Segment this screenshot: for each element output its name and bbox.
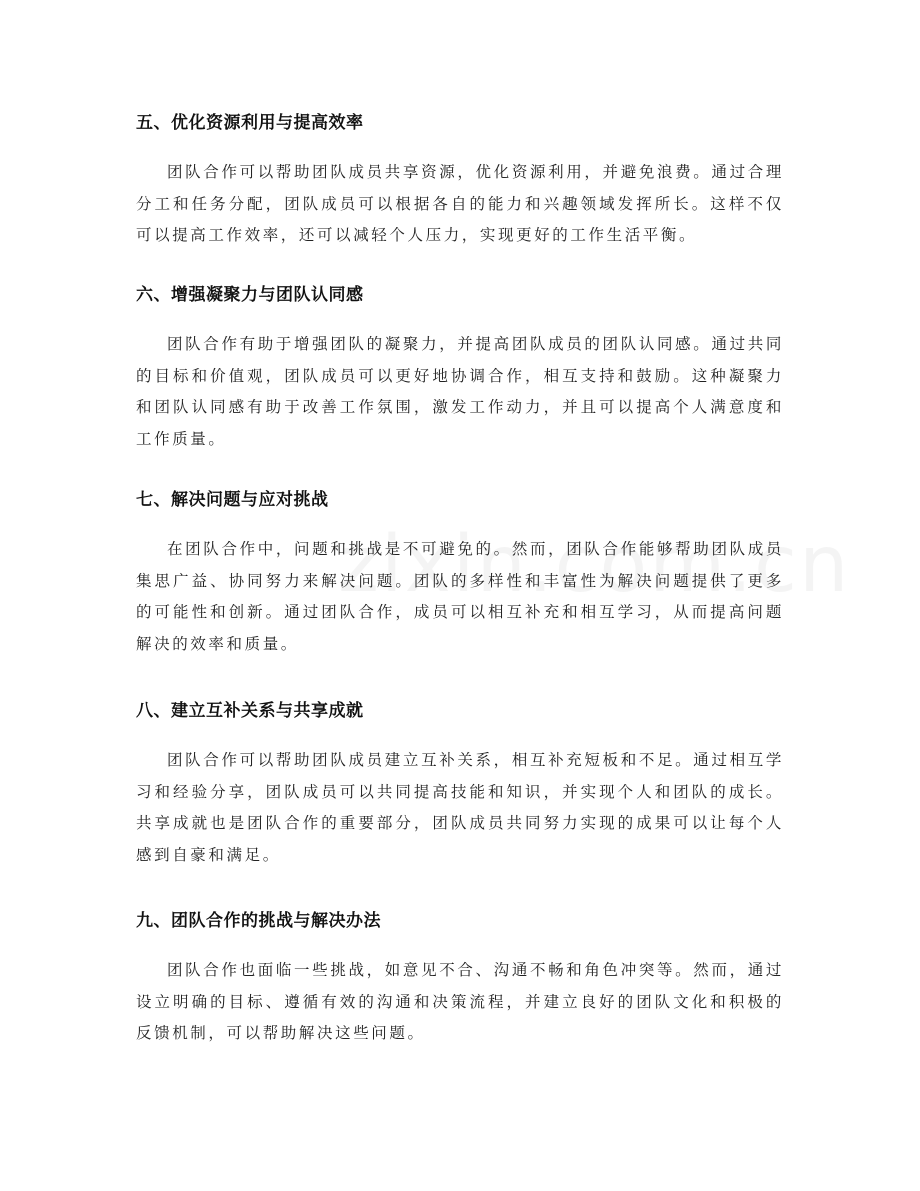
section-paragraph: 团队合作有助于增强团队的凝聚力，并提高团队成员的团队认同感。通过共同的目标和价值观，团队成员可以更好地协调合作，相互支持和鼓励。这种凝聚力和团队认同感有助于改善工作氛围，激发工作动力，并且可以提高个人满意度和工作质量。 (136, 335, 784, 448)
section-heading: 八、建立互补关系与共享成就 (136, 701, 364, 721)
section-paragraph: 团队合作可以帮助团队成员共享资源，优化资源利用，并避免浪费。通过合理分工和任务分配，团队成员可以根据各自的能力和兴趣领域发挥所长。这样不仅可以提高工作效率，还可以减轻个人压力，实现更好的工作生活平衡。 (136, 163, 784, 244)
section-7 (136, 488, 784, 660)
section-5 (136, 111, 784, 252)
section-9 (136, 909, 784, 1050)
section-8 (136, 699, 784, 871)
section-heading: 九、团队合作的挑战与解决办法 (136, 911, 381, 931)
section-heading: 五、优化资源利用与提高效率 (136, 113, 364, 133)
section-heading: 六、增强凝聚力与团队认同感 (136, 285, 364, 305)
section-heading: 七、解决问题与应对挑战 (136, 490, 329, 510)
section-paragraph: 团队合作可以帮助团队成员建立互补关系，相互补充短板和不足。通过相互学习和经验分享，团队成员可以共同提高技能和知识，并实现个人和团队的成长。共享成就也是团队合作的重要部分，团队成员共同努力实现的成果可以让每个人感到自豪和满足。 (136, 751, 784, 864)
section-6 (136, 283, 784, 455)
section-paragraph: 团队合作也面临一些挑战，如意见不合、沟通不畅和角色冲突等。然而，通过设立明确的目标、遵循有效的沟通和决策流程，并建立良好的团队文化和积极的反馈机制，可以帮助解决这些问题。 (136, 961, 784, 1042)
section-paragraph: 在团队合作中，问题和挑战是不可避免的。然而，团队合作能够帮助团队成员集思广益、协同努力来解决问题。团队的多样性和丰富性为解决问题提供了更多的可能性和创新。通过团队合作，成员可以相互补充和相互学习，从而提高问题解决的效率和质量。 (136, 540, 784, 653)
